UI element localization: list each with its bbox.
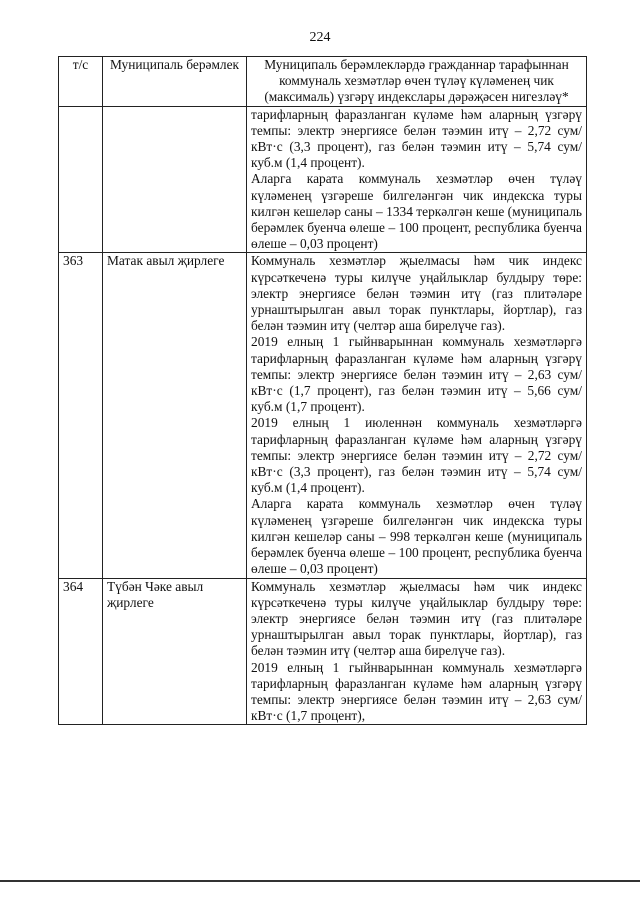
row-number: 364: [59, 578, 103, 725]
description-paragraph: 2019 елның 1 июленнән коммуналь хезмәтләргә тарифларның фаразланган күләме һәм аларның үзгәрү темпы: электр энергиясе белән тәэмин итү – 2,72 сум/кВт·с (3,3 процент), газ белән тәэмин итү – 5,74 сум/куб.м (1,4 процент).: [251, 415, 582, 496]
description-paragraph: Коммуналь хезмәтләр җыелмасы һәм чик индекс күрсәткеченә туры килүче уңайлыклар булдыру төре: электр энергиясе белән тәэмин итү (газ плитәләре урнаштырылган авыл торак пунктлары, йортлар), газ белән тәэмин итү (челтәр аша бирелүче газ).: [251, 253, 582, 334]
table-row: [59, 578, 587, 725]
description-paragraph: 2019 елның 1 гыйнварыннан коммуналь хезмәтләргә тарифларның фаразланган күләме һәм аларның үзгәрү темпы: электр энергиясе белән тәэмин итү – 2,63 сум/кВт·с (1,7 процент), газ белән тәэмин итү – 5,66 сум/куб.м (1,7 процент).: [251, 334, 582, 415]
description-paragraph: Коммуналь хезмәтләр җыелмасы һәм чик индекс күрсәткеченә туры килүче уңайлыклар булдыру төре: электр энергиясе белән тәэмин итү (газ плитәләре урнаштырылган авыл торак пунктлары, йортлар), газ белән тәэмин итү (челтәр аша бирелүче газ).: [251, 578, 582, 659]
row-description: [247, 253, 587, 578]
row-municipality: [103, 106, 247, 253]
header-number: т/с: [59, 57, 103, 107]
header-municipality: Муниципаль берәмлек: [103, 57, 247, 107]
table-row: [59, 106, 587, 253]
description-paragraph: тарифларның фаразланган күләме һәм аларның үзгәрү темпы: электр энергиясе белән тәэмин итү – 2,72 сум/кВт·с (3,3 процент), газ белән тәэмин итү – 5,74 сум/куб.м (1,4 процент).: [251, 106, 582, 171]
page-bottom-rule: [0, 880, 640, 882]
description-paragraph: Аларга карата коммуналь хезмәтләр өчен түләү күләменең үзгәреше билгеләнгән чик индекска туры килгән кешеләр саны – 1334 теркәлгән кеше (муниципаль берәмлек буенча өлеше – 100 процент, республика буенча өлеше – 0,03 процент): [251, 171, 582, 252]
row-number: [59, 106, 103, 253]
row-municipality: Түбән Чәке авыл җирлеге: [103, 578, 247, 725]
row-description: [247, 106, 587, 253]
description-paragraph: Аларга карата коммуналь хезмәтләр өчен түләү күләменең үзгәреше билгеләнгән чик индекска туры килгән кешеләр саны – 998 теркәлгән кеше (муниципаль берәмлек буенча өлеше – 100 процент, республика буенча өлеше – 0,03 процент): [251, 496, 582, 577]
description-paragraph: 2019 елның 1 гыйнварыннан коммуналь хезмәтләргә тарифларның фаразланган күләме һәм аларның үзгәрү темпы: электр энергиясе белән тәэмин итү – 2,63 сум/кВт·с (1,7 процент),: [251, 659, 582, 724]
row-description: [247, 578, 587, 725]
row-number: 363: [59, 253, 103, 578]
table-row: [59, 253, 587, 578]
header-description: Муниципаль берәмлекләрдә гражданнар тарафыннан коммуналь хезмәтләр өчен түләү күләменең чик (максималь) үзгәрү индекслары дәрәҗәсен нигезләү*: [247, 57, 587, 107]
table-header-row: [59, 57, 587, 107]
tariff-table: [58, 56, 587, 725]
page-number: 224: [309, 30, 331, 45]
row-municipality: Матак авыл җирлеге: [103, 253, 247, 578]
